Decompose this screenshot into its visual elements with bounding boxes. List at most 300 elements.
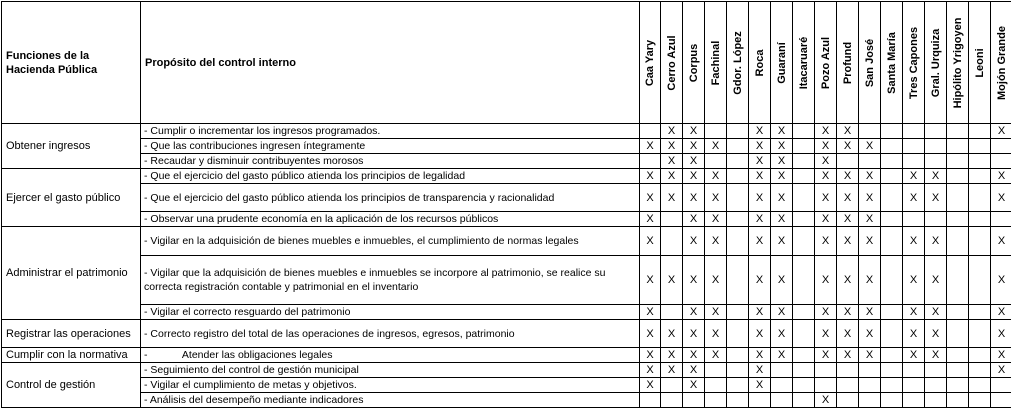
mark-cell: [903, 139, 925, 154]
table-row: [2, 393, 1011, 408]
table-row: [2, 363, 1011, 378]
mark-cell: X: [837, 256, 859, 305]
mark-cell: X: [991, 184, 1011, 212]
mark-cell: X: [771, 139, 793, 154]
mark-cell: X: [903, 227, 925, 256]
mark-cell: X: [991, 169, 1011, 184]
table-row: [2, 184, 1011, 212]
mark-cell: [661, 378, 683, 393]
mark-cell: [727, 184, 749, 212]
mark-cell: [793, 184, 815, 212]
municipio-label: Fachinal: [710, 40, 722, 85]
municipio-label: San José: [864, 38, 876, 86]
mark-cell: [969, 227, 991, 256]
table-row: [2, 378, 1011, 393]
table-row: [2, 154, 1011, 169]
mark-cell: [881, 139, 903, 154]
mark-cell: X: [771, 154, 793, 169]
mark-cell: [925, 363, 947, 378]
mark-cell: [683, 393, 705, 408]
mark-cell: [859, 378, 881, 393]
mark-cell: [793, 348, 815, 363]
mark-cell: X: [640, 169, 661, 184]
municipio-label: Caa Yary: [644, 39, 656, 85]
municipio-label: Tres Capones: [908, 26, 920, 98]
mark-cell: [969, 393, 991, 408]
mark-cell: X: [705, 139, 727, 154]
mark-cell: X: [749, 169, 771, 184]
mark-cell: X: [991, 256, 1011, 305]
mark-cell: X: [640, 256, 661, 305]
mark-cell: [661, 393, 683, 408]
mark-cell: X: [749, 139, 771, 154]
mark-cell: X: [683, 184, 705, 212]
mark-cell: X: [705, 305, 727, 320]
proposito-cell: - Análisis del desempeño mediante indicadores: [141, 393, 640, 408]
mark-cell: [661, 227, 683, 256]
mark-cell: [727, 169, 749, 184]
mark-cell: X: [925, 256, 947, 305]
mark-cell: X: [771, 305, 793, 320]
mark-cell: X: [661, 348, 683, 363]
mark-cell: X: [837, 139, 859, 154]
mark-cell: X: [640, 348, 661, 363]
table-row: [2, 139, 1011, 154]
mark-cell: X: [749, 378, 771, 393]
mark-cell: X: [771, 227, 793, 256]
mark-cell: [881, 212, 903, 227]
mark-cell: [859, 393, 881, 408]
header-municipio: [903, 2, 925, 124]
mark-cell: [969, 154, 991, 169]
mark-cell: [925, 154, 947, 169]
mark-cell: X: [640, 305, 661, 320]
mark-cell: [969, 169, 991, 184]
mark-cell: X: [815, 227, 837, 256]
mark-cell: X: [925, 320, 947, 348]
table-row: [2, 320, 1011, 348]
mark-cell: X: [815, 139, 837, 154]
mark-cell: [925, 393, 947, 408]
header-municipio: [771, 2, 793, 124]
mark-cell: X: [991, 227, 1011, 256]
mark-cell: X: [705, 212, 727, 227]
mark-cell: X: [640, 320, 661, 348]
mark-cell: X: [903, 184, 925, 212]
mark-cell: X: [705, 320, 727, 348]
mark-cell: X: [661, 184, 683, 212]
mark-cell: X: [903, 320, 925, 348]
mark-cell: X: [705, 169, 727, 184]
mark-cell: X: [991, 124, 1011, 139]
municipio-label: Itacaruaré: [798, 36, 810, 89]
proposito-cell: - Cumplir o incrementar los ingresos programados.: [141, 124, 640, 139]
mark-cell: X: [859, 305, 881, 320]
mark-cell: X: [903, 256, 925, 305]
proposito-cell: - Seguimiento del control de gestión municipal: [141, 363, 640, 378]
mark-cell: [947, 227, 969, 256]
table-row: [2, 212, 1011, 227]
mark-cell: [727, 378, 749, 393]
mark-cell: X: [815, 320, 837, 348]
header-municipio: [705, 2, 727, 124]
table-row: [2, 169, 1011, 184]
mark-cell: [727, 227, 749, 256]
header-municipio: [881, 2, 903, 124]
mark-cell: [640, 154, 661, 169]
header-municipio: [749, 2, 771, 124]
mark-cell: [969, 378, 991, 393]
mark-cell: [947, 184, 969, 212]
funcion-cell: Administrar el patrimonio: [2, 227, 141, 320]
header-municipio: [683, 2, 705, 124]
mark-cell: [727, 348, 749, 363]
header-municipio: [793, 2, 815, 124]
mark-cell: [947, 256, 969, 305]
mark-cell: [947, 363, 969, 378]
header-municipio: [859, 2, 881, 124]
header-municipio: [947, 2, 969, 124]
mark-cell: X: [640, 378, 661, 393]
mark-cell: [969, 256, 991, 305]
mark-cell: X: [991, 363, 1011, 378]
mark-cell: X: [991, 320, 1011, 348]
municipio-label: Profund: [842, 41, 854, 83]
proposito-cell: - Vigilar el correcto resguardo del patrimonio: [141, 305, 640, 320]
proposito-cell: - Recaudar y disminuir contribuyentes morosos: [141, 154, 640, 169]
mark-cell: [991, 393, 1011, 408]
table-row: [2, 305, 1011, 320]
mark-cell: [925, 124, 947, 139]
table-row: [2, 227, 1011, 256]
mark-cell: X: [661, 256, 683, 305]
mark-cell: X: [859, 348, 881, 363]
mark-cell: X: [815, 393, 837, 408]
mark-cell: X: [661, 154, 683, 169]
mark-cell: [947, 124, 969, 139]
mark-cell: [969, 305, 991, 320]
table-row: [2, 124, 1011, 139]
mark-cell: [947, 348, 969, 363]
mark-cell: [640, 393, 661, 408]
mark-cell: [947, 320, 969, 348]
mark-cell: [705, 124, 727, 139]
mark-cell: [881, 184, 903, 212]
header-municipio: [640, 2, 661, 124]
mark-cell: [881, 124, 903, 139]
mark-cell: [969, 320, 991, 348]
mark-cell: X: [837, 124, 859, 139]
mark-cell: [793, 124, 815, 139]
municipio-label: Corpus: [688, 43, 700, 82]
mark-cell: X: [705, 227, 727, 256]
mark-cell: [727, 154, 749, 169]
mark-cell: X: [837, 184, 859, 212]
mark-cell: [727, 305, 749, 320]
mark-cell: [793, 212, 815, 227]
mark-cell: X: [771, 169, 793, 184]
mark-cell: [969, 184, 991, 212]
mark-cell: X: [837, 227, 859, 256]
mark-cell: X: [640, 227, 661, 256]
mark-cell: X: [859, 184, 881, 212]
mark-cell: [705, 154, 727, 169]
mark-cell: X: [925, 305, 947, 320]
mark-cell: [991, 154, 1011, 169]
mark-cell: [947, 378, 969, 393]
mark-cell: X: [859, 320, 881, 348]
mark-cell: X: [749, 184, 771, 212]
mark-cell: [661, 305, 683, 320]
mark-cell: [771, 363, 793, 378]
mark-cell: X: [903, 348, 925, 363]
mark-cell: [881, 363, 903, 378]
mark-cell: X: [683, 227, 705, 256]
mark-cell: X: [771, 124, 793, 139]
mark-cell: [859, 363, 881, 378]
proposito-cell: - Vigilar el cumplimiento de metas y objetivos.: [141, 378, 640, 393]
mark-cell: [925, 212, 947, 227]
mark-cell: [661, 212, 683, 227]
mark-cell: [969, 348, 991, 363]
mark-cell: [837, 154, 859, 169]
mark-cell: [727, 212, 749, 227]
proposito-cell: - Que el ejercicio del gasto público atienda los principios de transparencia y racionalidad: [141, 184, 640, 212]
municipio-label: Cerro Azul: [666, 35, 678, 90]
header-municipio: [727, 2, 749, 124]
mark-cell: [991, 212, 1011, 227]
header-row: [2, 2, 1011, 124]
mark-cell: [793, 320, 815, 348]
mark-cell: [727, 363, 749, 378]
mark-cell: [793, 169, 815, 184]
mark-cell: [859, 154, 881, 169]
mark-cell: [881, 256, 903, 305]
mark-cell: [793, 139, 815, 154]
mark-cell: [925, 378, 947, 393]
mark-cell: X: [991, 348, 1011, 363]
mark-cell: X: [903, 169, 925, 184]
mark-cell: [771, 393, 793, 408]
mark-cell: X: [683, 169, 705, 184]
proposito-cell: - Atender las obligaciones legales: [141, 348, 640, 363]
mark-cell: [705, 378, 727, 393]
mark-cell: X: [683, 320, 705, 348]
mark-cell: [947, 169, 969, 184]
mark-cell: X: [859, 256, 881, 305]
funcion-cell: Obtener ingresos: [2, 124, 141, 169]
municipio-label: Gdor. López: [732, 31, 744, 95]
mark-cell: X: [749, 124, 771, 139]
mark-cell: X: [749, 154, 771, 169]
mark-cell: X: [749, 212, 771, 227]
mark-cell: [881, 378, 903, 393]
mark-cell: X: [661, 124, 683, 139]
mark-cell: X: [771, 256, 793, 305]
mark-cell: [947, 393, 969, 408]
mark-cell: [881, 393, 903, 408]
municipio-label: Mojón Grande: [996, 26, 1008, 100]
mark-cell: X: [815, 348, 837, 363]
mark-cell: X: [683, 378, 705, 393]
table-row: [2, 256, 1011, 305]
mark-cell: [881, 154, 903, 169]
mark-cell: [837, 363, 859, 378]
mark-cell: X: [925, 184, 947, 212]
mark-cell: [705, 393, 727, 408]
mark-cell: [771, 378, 793, 393]
mark-cell: [837, 393, 859, 408]
mark-cell: [881, 348, 903, 363]
mark-cell: [991, 139, 1011, 154]
mark-cell: X: [837, 305, 859, 320]
mark-cell: X: [640, 212, 661, 227]
mark-cell: X: [661, 320, 683, 348]
mark-cell: X: [859, 227, 881, 256]
mark-cell: X: [640, 184, 661, 212]
mark-cell: [727, 139, 749, 154]
control-interno-table: [1, 1, 1011, 408]
mark-cell: [881, 227, 903, 256]
mark-cell: X: [991, 305, 1011, 320]
mark-cell: X: [925, 348, 947, 363]
mark-cell: [793, 378, 815, 393]
mark-cell: X: [859, 212, 881, 227]
header-funciones: Funciones de la Hacienda Pública: [2, 2, 141, 124]
mark-cell: [881, 305, 903, 320]
mark-cell: X: [859, 139, 881, 154]
municipio-label: Pozo Azul: [820, 36, 832, 88]
mark-cell: [947, 139, 969, 154]
mark-cell: [903, 393, 925, 408]
mark-cell: X: [683, 348, 705, 363]
mark-cell: X: [661, 363, 683, 378]
mark-cell: [903, 154, 925, 169]
mark-cell: X: [925, 169, 947, 184]
mark-cell: [749, 393, 771, 408]
table-row: [2, 348, 1011, 363]
mark-cell: X: [683, 363, 705, 378]
mark-cell: X: [815, 124, 837, 139]
mark-cell: [705, 363, 727, 378]
mark-cell: X: [640, 363, 661, 378]
mark-cell: X: [749, 320, 771, 348]
mark-cell: X: [771, 348, 793, 363]
municipio-label: Santa María: [886, 32, 898, 94]
mark-cell: [881, 169, 903, 184]
municipio-label: Gral. Urquiza: [930, 28, 942, 96]
mark-cell: [925, 139, 947, 154]
mark-cell: [837, 378, 859, 393]
funcion-cell: Registrar las operaciones: [2, 320, 141, 348]
proposito-cell: - Observar una prudente economía en la aplicación de los recursos públicos: [141, 212, 640, 227]
proposito-cell: - Correcto registro del total de las operaciones de ingresos, egresos, patrimonio: [141, 320, 640, 348]
header-municipio: [661, 2, 683, 124]
mark-cell: X: [771, 212, 793, 227]
mark-cell: X: [815, 256, 837, 305]
mark-cell: X: [837, 348, 859, 363]
mark-cell: X: [683, 305, 705, 320]
header-proposito: Propósito del control interno: [141, 2, 640, 124]
mark-cell: [793, 393, 815, 408]
mark-cell: X: [683, 212, 705, 227]
mark-cell: [793, 154, 815, 169]
header-municipio: [969, 2, 991, 124]
mark-cell: X: [815, 169, 837, 184]
mark-cell: X: [815, 184, 837, 212]
mark-cell: [793, 256, 815, 305]
proposito-cell: - Que el ejercicio del gasto público atienda los principios de legalidad: [141, 169, 640, 184]
proposito-cell: - Vigilar que la adquisición de bienes muebles e inmuebles se incorpore al patrimonio, se realice su correcta registración contable y patrimonial en el inventario: [141, 256, 640, 305]
mark-cell: X: [683, 124, 705, 139]
mark-cell: [793, 305, 815, 320]
mark-cell: X: [859, 169, 881, 184]
mark-cell: X: [837, 320, 859, 348]
municipio-label: Guaraní: [776, 42, 788, 84]
mark-cell: X: [661, 139, 683, 154]
municipio-label: Hipólito Yrigoyen: [952, 17, 964, 108]
mark-cell: X: [837, 169, 859, 184]
mark-cell: X: [705, 184, 727, 212]
mark-cell: X: [749, 363, 771, 378]
header-municipio: [837, 2, 859, 124]
mark-cell: X: [749, 348, 771, 363]
mark-cell: [969, 363, 991, 378]
municipio-label: Leoni: [974, 48, 986, 77]
mark-cell: [859, 124, 881, 139]
mark-cell: [727, 124, 749, 139]
mark-cell: [991, 378, 1011, 393]
mark-cell: X: [749, 305, 771, 320]
mark-cell: X: [683, 256, 705, 305]
mark-cell: [640, 124, 661, 139]
mark-cell: X: [925, 227, 947, 256]
header-municipio: [991, 2, 1011, 124]
mark-cell: X: [661, 169, 683, 184]
mark-cell: X: [837, 212, 859, 227]
mark-cell: [793, 363, 815, 378]
mark-cell: [881, 320, 903, 348]
mark-cell: X: [815, 154, 837, 169]
mark-cell: [793, 227, 815, 256]
funcion-cell: Control de gestión: [2, 363, 141, 408]
mark-cell: X: [683, 154, 705, 169]
mark-cell: [969, 139, 991, 154]
mark-cell: X: [771, 320, 793, 348]
mark-cell: [727, 393, 749, 408]
funcion-cell: Cumplir con la normativa: [2, 348, 141, 363]
mark-cell: [947, 212, 969, 227]
header-municipio: [815, 2, 837, 124]
header-municipio: [925, 2, 947, 124]
mark-cell: [903, 124, 925, 139]
mark-cell: [727, 256, 749, 305]
mark-cell: [815, 363, 837, 378]
mark-cell: X: [640, 139, 661, 154]
mark-cell: [947, 305, 969, 320]
municipio-label: Roca: [754, 49, 766, 76]
proposito-cell: - Que las contribuciones ingresen íntegramente: [141, 139, 640, 154]
mark-cell: X: [705, 256, 727, 305]
mark-cell: X: [683, 139, 705, 154]
funcion-cell: Ejercer el gasto público: [2, 169, 141, 227]
mark-cell: [903, 363, 925, 378]
mark-cell: X: [749, 227, 771, 256]
mark-cell: X: [815, 305, 837, 320]
table-body: [2, 124, 1011, 408]
mark-cell: [969, 212, 991, 227]
mark-cell: [947, 154, 969, 169]
